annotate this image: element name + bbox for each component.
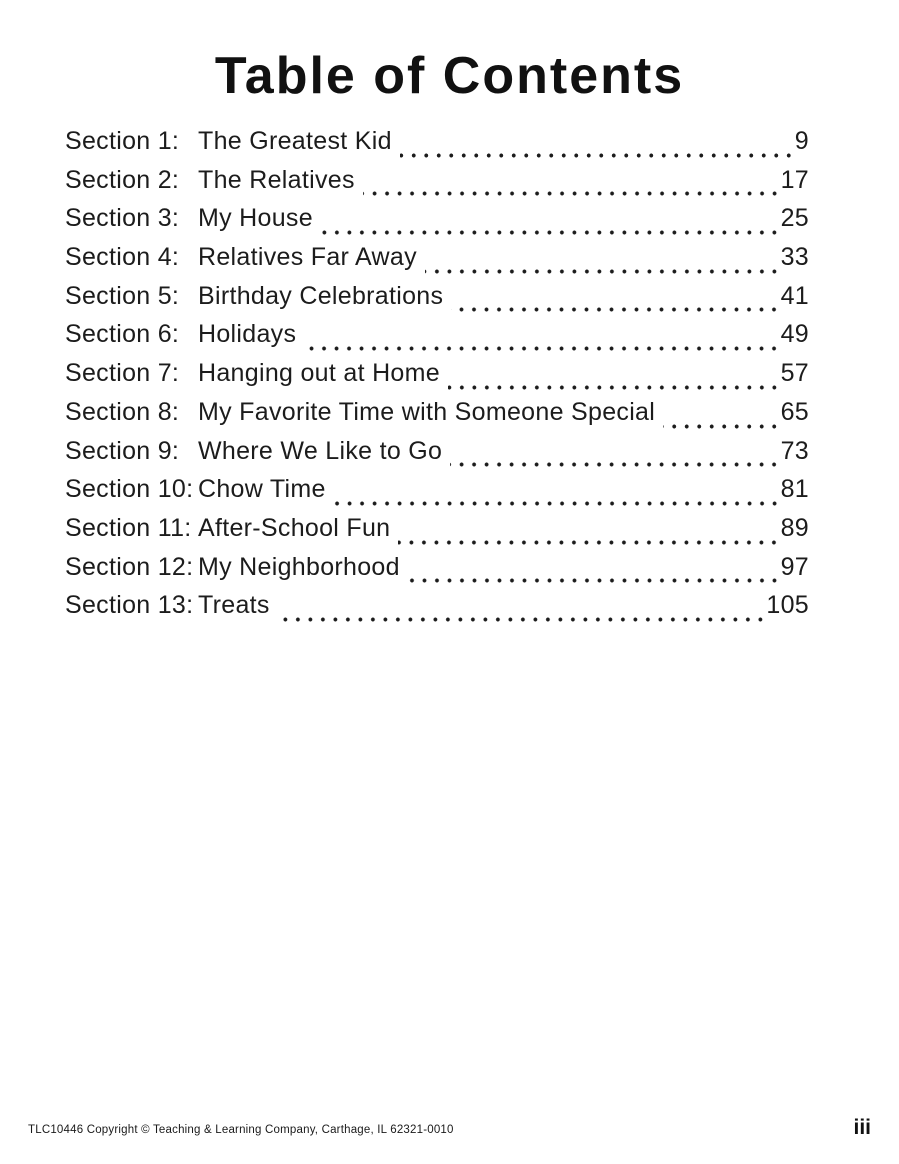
toc-section-title: The Relatives (198, 165, 355, 194)
toc-dot-leader (278, 616, 767, 623)
toc-page-number: 17 (780, 165, 809, 194)
toc-entry (65, 514, 809, 553)
toc-dot-leader (398, 539, 780, 546)
toc-section-title: My Favorite Time with Someone Special (198, 397, 656, 426)
toc-page-number: 105 (766, 591, 809, 620)
toc-section-title: Treats (198, 591, 270, 620)
toc-entry (65, 282, 809, 321)
toc-page-number: 73 (780, 436, 809, 465)
toc-entry (65, 553, 809, 592)
toc-section-label: Section 2: (65, 165, 180, 194)
toc-dot-leader (400, 152, 795, 159)
toc-section-label: Section 12: (65, 552, 194, 581)
toc-page-number: 25 (780, 204, 809, 233)
toc-entry (65, 398, 809, 437)
toc-dot-leader (334, 500, 781, 507)
toc-page-number: 49 (780, 320, 809, 349)
toc-dot-leader (408, 577, 781, 584)
toc-dot-leader (425, 268, 781, 275)
toc-page-number: 81 (780, 475, 809, 504)
toc-entry (65, 166, 809, 205)
toc-section-label: Section 13: (65, 591, 194, 620)
toc-section-title: Where We Like to Go (198, 436, 443, 465)
toc-section-label: Section 11: (65, 513, 192, 542)
toc-dot-leader (448, 384, 781, 391)
toc-dot-leader (450, 461, 780, 468)
toc-section-label: Section 5: (65, 281, 180, 310)
toc-dot-leader (451, 306, 780, 313)
toc-section-label: Section 7: (65, 359, 180, 388)
toc-page-number: 33 (780, 243, 809, 272)
toc-section-label: Section 4: (65, 243, 180, 272)
page-title: Table of Contents (214, 47, 685, 105)
toc-entry (65, 437, 809, 476)
toc-dot-leader (663, 423, 780, 430)
toc-section-label: Section 3: (65, 204, 180, 233)
toc-list (65, 127, 809, 630)
toc-section-label: Section 6: (65, 320, 180, 349)
toc-section-title: Chow Time (198, 475, 326, 504)
toc-section-label: Section 8: (65, 397, 180, 426)
toc-dot-leader (363, 190, 781, 197)
toc-entry (65, 127, 809, 166)
toc-section-title: Hanging out at Home (198, 359, 440, 388)
toc-page-number: 65 (780, 397, 809, 426)
toc-page-number: 97 (780, 552, 809, 581)
toc-section-title: Relatives Far Away (198, 243, 417, 272)
toc-section-title: Birthday Celebrations (198, 281, 444, 310)
toc-section-title: Holidays (198, 320, 297, 349)
page-number-roman: iii (853, 1116, 871, 1139)
toc-section-title: My House (198, 204, 313, 233)
toc-dot-leader (321, 229, 781, 236)
toc-page-number: 41 (780, 281, 809, 310)
toc-entry (65, 591, 809, 630)
toc-section-label: Section 9: (65, 436, 180, 465)
toc-entry (65, 204, 809, 243)
toc-page-number: 9 (794, 127, 809, 155)
toc-page-number: 57 (780, 359, 809, 388)
toc-dot-leader (304, 345, 780, 352)
toc-entry (65, 243, 809, 282)
toc-entry (65, 475, 809, 514)
toc-section-label: Section 1: (65, 127, 180, 155)
toc-entry (65, 359, 809, 398)
toc-section-title: My Neighborhood (198, 552, 400, 581)
footer-imprint: TLC10446 Copyright © Teaching & Learning Company, Carthage, IL 62321-0010 (28, 1124, 454, 1136)
toc-section-label: Section 10: (65, 475, 194, 504)
toc-entry (65, 320, 809, 359)
toc-section-title: The Greatest Kid (198, 127, 392, 155)
toc-page-number: 89 (780, 513, 809, 542)
toc-section-title: After-School Fun (198, 513, 391, 542)
